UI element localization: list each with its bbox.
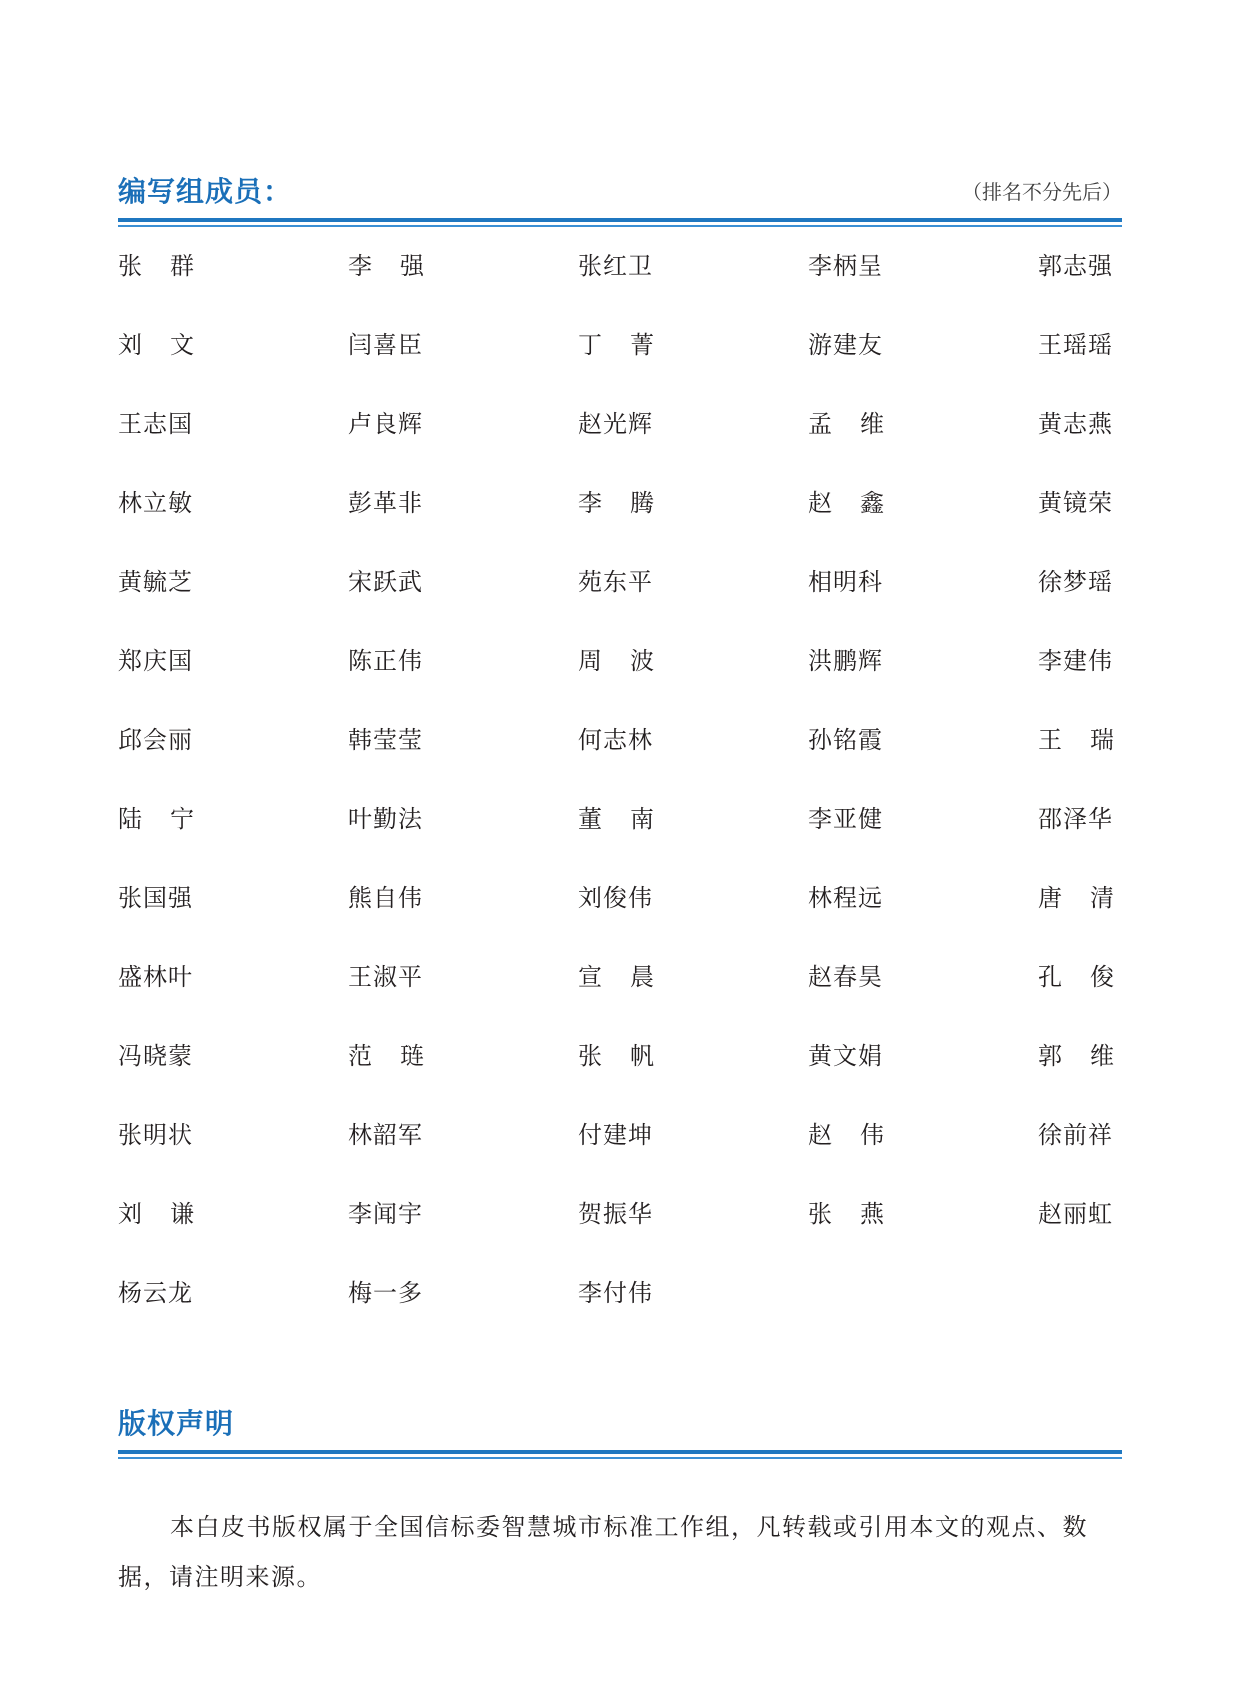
member-name: 赵 鑫 bbox=[808, 489, 884, 517]
member-name: 唐 清 bbox=[1038, 884, 1114, 912]
member-name: 王瑶瑶 bbox=[1038, 331, 1113, 359]
ranking-note: （排名不分先后） bbox=[962, 180, 1122, 204]
copyright-statement: 本白皮书版权属于全国信标委智慧城市标准工作组，凡转载或引用本文的观点、数据，请注明来源。 bbox=[118, 1513, 1088, 1591]
member-name: 李闻宇 bbox=[348, 1200, 423, 1228]
member-name: 叶勤法 bbox=[348, 805, 423, 833]
member-row bbox=[118, 408, 1122, 487]
member-name: 孔 俊 bbox=[1038, 963, 1114, 991]
member-name: 刘 文 bbox=[118, 331, 194, 359]
member-name: 孟 维 bbox=[808, 410, 884, 438]
section-divider bbox=[118, 1450, 1122, 1459]
member-row bbox=[118, 487, 1122, 566]
copyright-section-title: 版权声明 bbox=[118, 1407, 235, 1440]
member-name: 林程远 bbox=[808, 884, 883, 912]
member-name: 董 南 bbox=[578, 805, 654, 833]
member-name: 张 群 bbox=[118, 252, 194, 280]
members-section-title: 编写组成员： bbox=[118, 175, 293, 208]
member-name: 邱会丽 bbox=[118, 726, 193, 754]
member-name: 李亚健 bbox=[808, 805, 883, 833]
member-row bbox=[118, 329, 1122, 408]
member-row bbox=[118, 882, 1122, 961]
member-row bbox=[118, 1277, 1122, 1356]
member-name: 李 腾 bbox=[578, 489, 654, 517]
member-name: 张国强 bbox=[118, 884, 193, 912]
member-name: 李建伟 bbox=[1038, 647, 1113, 675]
member-name: 赵春昊 bbox=[808, 963, 883, 991]
member-row bbox=[118, 961, 1122, 1040]
member-name: 徐梦瑶 bbox=[1038, 568, 1113, 596]
member-name: 李 强 bbox=[348, 252, 424, 280]
member-name: 赵 伟 bbox=[808, 1121, 884, 1149]
member-row bbox=[118, 803, 1122, 882]
member-name: 宣 晨 bbox=[578, 963, 654, 991]
member-name: 丁 菁 bbox=[578, 331, 654, 359]
member-name: 张 帆 bbox=[578, 1042, 654, 1070]
member-name: 彭革非 bbox=[348, 489, 423, 517]
member-name: 王志国 bbox=[118, 410, 193, 438]
member-name: 熊自伟 bbox=[348, 884, 423, 912]
member-row bbox=[118, 1040, 1122, 1119]
member-name: 郭志强 bbox=[1038, 252, 1113, 280]
member-name: 苑东平 bbox=[578, 568, 653, 596]
member-name: 张红卫 bbox=[578, 252, 653, 280]
member-name: 梅一多 bbox=[348, 1279, 423, 1307]
member-name: 何志林 bbox=[578, 726, 653, 754]
member-name: 周 波 bbox=[578, 647, 654, 675]
member-name: 陆 宁 bbox=[118, 805, 194, 833]
member-row bbox=[118, 1119, 1122, 1198]
member-name: 黄镜荣 bbox=[1038, 489, 1113, 517]
members-grid bbox=[118, 250, 1122, 1356]
member-name: 相明科 bbox=[808, 568, 883, 596]
member-row bbox=[118, 566, 1122, 645]
member-name: 郑庆国 bbox=[118, 647, 193, 675]
member-name: 黄文娟 bbox=[808, 1042, 883, 1070]
member-name: 宋跃武 bbox=[348, 568, 423, 596]
member-name: 赵光辉 bbox=[578, 410, 653, 438]
members-section-header bbox=[118, 172, 1122, 227]
member-row bbox=[118, 1198, 1122, 1277]
member-name: 王淑平 bbox=[348, 963, 423, 991]
member-name: 张 燕 bbox=[808, 1200, 884, 1228]
member-name: 林韶军 bbox=[348, 1121, 423, 1149]
member-name: 范 琏 bbox=[348, 1042, 424, 1070]
section-divider bbox=[118, 218, 1122, 227]
member-name: 黄志燕 bbox=[1038, 410, 1113, 438]
member-name: 郭 维 bbox=[1038, 1042, 1114, 1070]
member-name: 冯晓蒙 bbox=[118, 1042, 193, 1070]
copyright-section-header bbox=[118, 1404, 1122, 1459]
member-name: 盛林叶 bbox=[118, 963, 193, 991]
member-name: 李付伟 bbox=[578, 1279, 653, 1307]
member-row bbox=[118, 645, 1122, 724]
member-name: 黄毓芝 bbox=[118, 568, 193, 596]
member-name: 邵泽华 bbox=[1038, 805, 1113, 833]
member-name: 卢良辉 bbox=[348, 410, 423, 438]
member-name: 张明状 bbox=[118, 1121, 193, 1149]
member-name: 杨云龙 bbox=[118, 1279, 193, 1307]
member-name: 闫喜臣 bbox=[348, 331, 423, 359]
member-name: 贺振华 bbox=[578, 1200, 653, 1228]
member-row bbox=[118, 250, 1122, 329]
member-name: 李柄呈 bbox=[808, 252, 883, 280]
member-name: 赵丽虹 bbox=[1038, 1200, 1113, 1228]
member-name: 洪鹏辉 bbox=[808, 647, 883, 675]
member-name: 孙铭霞 bbox=[808, 726, 883, 754]
member-name: 林立敏 bbox=[118, 489, 193, 517]
member-name: 刘俊伟 bbox=[578, 884, 653, 912]
member-row bbox=[118, 724, 1122, 803]
member-name: 付建坤 bbox=[578, 1121, 653, 1149]
member-name: 王 瑞 bbox=[1038, 726, 1114, 754]
member-name: 徐前祥 bbox=[1038, 1121, 1113, 1149]
member-name: 游建友 bbox=[808, 331, 883, 359]
member-name: 韩莹莹 bbox=[348, 726, 423, 754]
member-name: 陈正伟 bbox=[348, 647, 423, 675]
member-name: 刘 谦 bbox=[118, 1200, 194, 1228]
